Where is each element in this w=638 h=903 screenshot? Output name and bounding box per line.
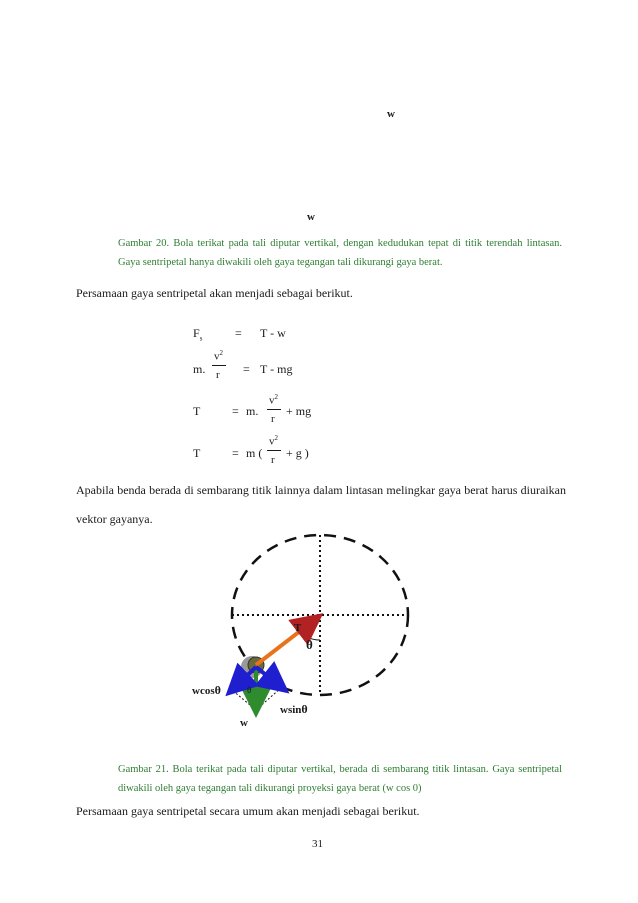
eq3-numerator: $v^2$ [269,393,278,407]
eq4-numerator: $v^2$ [269,434,278,448]
dashed-projection-3 [256,687,282,710]
label-theta: θ [306,637,313,652]
w-label-lower: w [307,211,315,223]
page-number: 31 [312,838,323,850]
eq2-denominator: r [216,369,220,381]
eq3-lhs: T [193,404,201,418]
eq2-lhs: m. [193,362,206,376]
eq4-equals: = [232,446,239,460]
wsin-arrow [256,667,280,686]
label-theta-small: θ [247,685,252,695]
eq1-lhs: $F_s$ [193,326,203,343]
eq1-equals: = [235,326,242,340]
eq2-equals: = [243,362,250,376]
caption-figure-21: Gambar 21. Bola terikat pada tali diputar vertikal, berada di sembarang titik lintasan. Gaya sentripetal diwakili oleh gaya tegangan tali dikurangi proyeksi gaya berat (w cos 0) [118,764,562,794]
eq3-denominator: r [271,413,275,425]
paragraph-2: Apabila benda berada di sembarang titik lainnya dalam lintasan melingkar gaya berat harus diuraikan vektor gayanya. [76,483,566,526]
eq4-rhs: + g ) [286,446,309,460]
caption-figure-20: Gambar 20. Bola terikat pada tali diputar vertikal, dengan kedudukan tepat di titik terendah lintasan. Gaya sentripetal hanya diwakili oleh gaya tegangan tali dikurangi gaya berat. [118,238,562,268]
eq4-mid: m ( [246,446,263,460]
eq2-rhs: T - mg [260,362,293,376]
label-wsin: wsinθ [280,702,308,716]
eq3-equals: = [232,404,239,418]
label-weight: w [240,717,248,729]
intro-text: Persamaan gaya sentripetal akan menjadi sebagai berikut. [76,286,353,300]
eq4-denominator: r [271,454,275,466]
w-label-upper: w [387,108,395,120]
dashed-projection-2 [232,690,256,710]
label-wcos: wcosθ [192,683,221,697]
eq1-rhs: T - w [260,326,286,340]
label-tension: T [294,622,302,634]
eq2-numerator: $v^2$ [214,349,223,363]
eq3-mid: m. [246,404,259,418]
closing-text: Persamaan gaya sentripetal secara umum akan menjadi sebagai berikut. [76,804,420,818]
tension-tip [308,616,319,625]
eq3-rhs: + mg [286,404,312,418]
eq4-lhs: T [193,446,201,460]
